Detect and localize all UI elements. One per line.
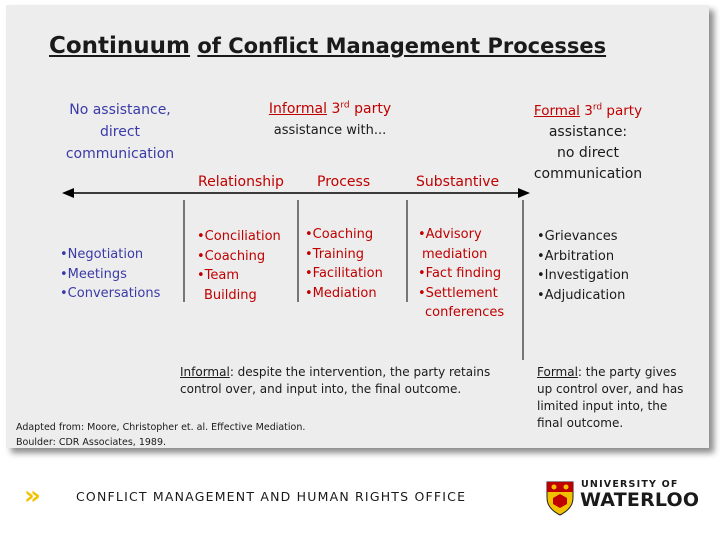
- list-item: •Settlement: [418, 285, 498, 301]
- header-informal-term: Informal: [268, 101, 328, 117]
- list-process: [305, 225, 383, 303]
- list-no-assistance: [60, 245, 160, 304]
- header-informal-word: party: [354, 101, 392, 117]
- list-substantive: [418, 225, 504, 323]
- note-informal-term: Informal: [180, 365, 230, 379]
- logo-line1: UNIVERSITY OF: [581, 479, 679, 490]
- category-substantive: Substantive: [416, 174, 500, 190]
- list-item: •Negotiation: [60, 247, 144, 262]
- list-item: Building: [204, 287, 257, 303]
- list-item: •Conversations: [60, 286, 161, 301]
- header-formal-ordinal: 3: [584, 103, 593, 119]
- source-line: Boulder: CDR Associates, 1989.: [16, 437, 167, 448]
- waterloo-logo: [545, 478, 700, 518]
- note-formal: [537, 364, 692, 432]
- header-formal-term: Formal: [533, 103, 580, 119]
- list-item: conferences: [425, 305, 505, 320]
- logo-line2: WATERLOO: [580, 489, 700, 511]
- source-line: Adapted from: Moore, Christopher et. al. Effective Mediation.: [16, 422, 306, 433]
- list-formal: [537, 227, 629, 305]
- list-item: •Investigation: [537, 268, 630, 283]
- list-item: •Fact finding: [418, 266, 502, 281]
- list-item: •Team: [197, 268, 240, 283]
- title-rest: of Conflict Management Processes: [197, 34, 607, 58]
- header-formal-line: communication: [533, 166, 643, 182]
- source-citation: [16, 420, 305, 450]
- category-process: Process: [317, 174, 371, 190]
- list-item: •Advisory: [418, 227, 482, 242]
- header-informal-line2: assistance with...: [273, 123, 387, 138]
- list-item: •Arbitration: [537, 248, 615, 264]
- header-formal-word: party: [606, 103, 643, 119]
- list-item: •Conciliation: [197, 229, 281, 244]
- list-item: •Facilitation: [305, 266, 383, 281]
- note-informal: [180, 364, 525, 398]
- note-formal-text: : the party gives up control over, and has limited input into, the final outcome.: [537, 365, 684, 430]
- list-item: •Grievances: [537, 229, 618, 244]
- note-informal-text: : despite the intervention, the party retains control over, and input into, the final outcome.: [180, 365, 491, 396]
- list-item: •Mediation: [305, 285, 377, 301]
- list-item: •Adjudication: [537, 287, 626, 303]
- header-formal-sup: rd: [592, 102, 603, 113]
- title-main: Continuum: [49, 33, 191, 59]
- note-formal-term: Formal: [537, 365, 578, 379]
- header-formal-line: assistance:: [548, 124, 628, 140]
- list-item: •Coaching: [305, 227, 374, 242]
- header-no-assistance-line: direct: [99, 124, 141, 140]
- list-item: •Meetings: [60, 266, 127, 282]
- header-no-assistance-line: No assistance,: [69, 102, 171, 118]
- list-item: •Training: [305, 246, 364, 262]
- list-relationship: [197, 227, 281, 305]
- header-no-assistance-line: communication: [65, 146, 175, 162]
- footer-office: CONFLICT MANAGEMENT AND HUMAN RIGHTS OFFICE: [76, 489, 467, 504]
- category-relationship: Relationship: [198, 174, 284, 190]
- header-informal-ordinal: 3: [331, 101, 341, 117]
- header-informal-sup: rd: [340, 100, 350, 111]
- list-item: mediation: [422, 246, 488, 262]
- chevron-icon: »: [24, 481, 35, 511]
- header-formal-line: no direct: [557, 145, 619, 161]
- list-item: •Coaching: [197, 248, 266, 264]
- crest-icon: [545, 480, 575, 516]
